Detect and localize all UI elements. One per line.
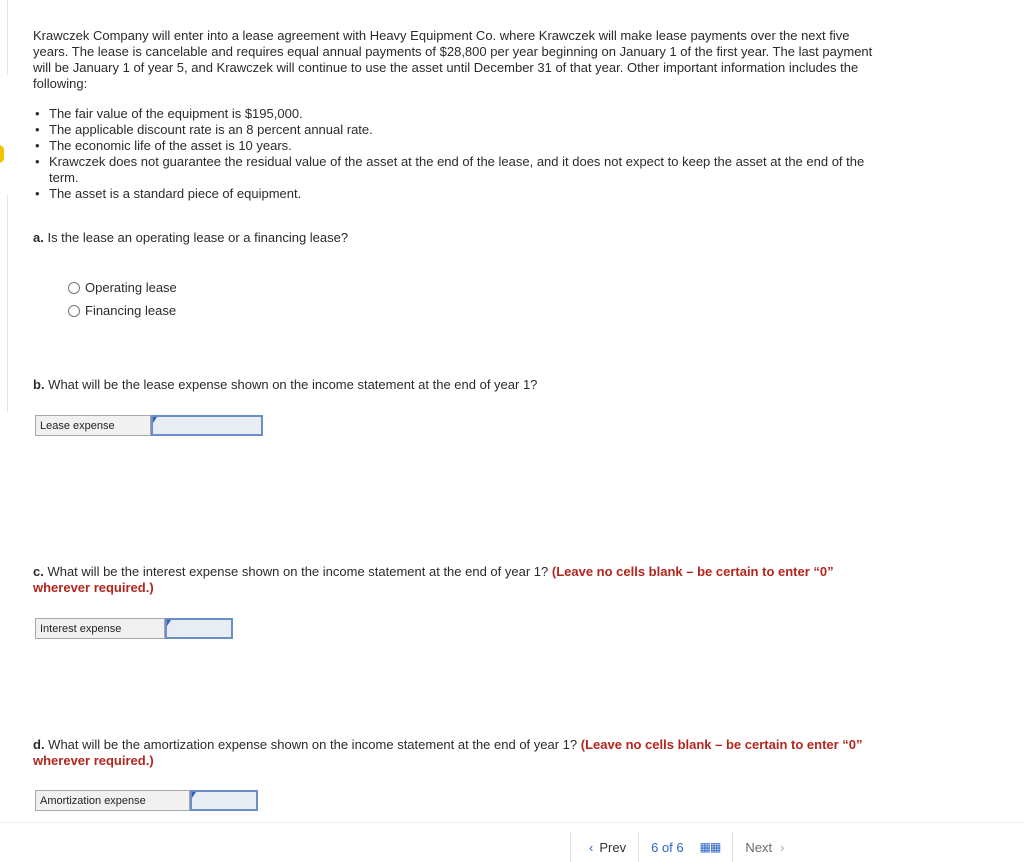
fact-item: • The asset is a standard piece of equipment. xyxy=(33,186,883,202)
question-a xyxy=(33,230,883,246)
question-b-prefix: b. xyxy=(33,377,45,392)
question-c xyxy=(33,564,883,596)
lease-type-radio-group xyxy=(68,276,177,322)
fact-item: • Krawczek does not guarantee the residual value of the asset at the end of the lease, and it does not expect to keep the asset at the end of the term. xyxy=(33,154,883,186)
progress-indicator xyxy=(0,145,4,163)
option-operating-lease[interactable] xyxy=(68,276,177,299)
question-b xyxy=(33,377,883,393)
next-button[interactable] xyxy=(732,832,796,862)
left-edge-marks xyxy=(0,0,8,850)
footer-divider xyxy=(0,822,1024,823)
interest-expense-label: Interest expense xyxy=(35,618,165,639)
question-c-warning: (Leave no cells blank – be certain to enter “0” wherever required.) xyxy=(33,564,834,595)
question-d-warning: (Leave no cells blank – be certain to enter “0” wherever required.) xyxy=(33,737,863,768)
edge-mark xyxy=(0,0,8,75)
next-label: Next xyxy=(745,840,773,855)
page-indicator[interactable] xyxy=(638,832,732,862)
interest-expense-input[interactable] xyxy=(165,618,233,639)
prev-button[interactable] xyxy=(570,832,638,862)
fact-item: • The fair value of the equipment is $195,000. xyxy=(33,106,883,122)
amortization-expense-row xyxy=(35,790,258,811)
edge-mark xyxy=(0,360,8,412)
problem-statement: Krawczek Company will enter into a lease agreement with Heavy Equipment Co. where Krawczek will make lease payments over the next five years. The lease is cancelable and requires equal annual payments of $28,800 per year beginning on January 1 of the first year. The last payment will be January 1 of year 5, and Krawczek will continue to use the asset until December 31 of that year. Other important information includes the following: xyxy=(33,28,873,91)
edge-mark xyxy=(0,195,8,305)
question-b-text: What will be the lease expense shown on the income statement at the end of year 1? xyxy=(44,377,538,392)
amortization-expense-label: Amortization expense xyxy=(35,790,190,811)
question-c-prefix: c. xyxy=(33,564,44,579)
question-d xyxy=(33,737,883,769)
question-c-text: What will be the interest expense shown on the income statement at the end of year 1? xyxy=(43,564,552,579)
lease-expense-row xyxy=(35,415,263,436)
fact-item: • The applicable discount rate is an 8 percent annual rate. xyxy=(33,122,883,138)
question-d-text: What will be the amortization expense shown on the income statement at the end of year 1? xyxy=(44,737,581,752)
option-label: Operating lease xyxy=(85,280,177,295)
lease-expense-label: Lease expense xyxy=(35,415,151,436)
edge-mark xyxy=(0,305,8,360)
radio-button[interactable] xyxy=(68,282,80,294)
radio-button[interactable] xyxy=(68,305,80,317)
lease-expense-input[interactable] xyxy=(151,415,263,436)
option-label: Financing lease xyxy=(85,303,177,318)
question-content xyxy=(33,28,883,202)
pagination-bar xyxy=(570,832,796,862)
prev-label: Prev xyxy=(599,840,627,855)
page-of: of xyxy=(661,840,673,855)
chevron-left-icon: ‹ xyxy=(589,840,594,855)
amortization-expense-input[interactable] xyxy=(190,790,258,811)
question-a-prefix: a. xyxy=(33,230,44,245)
fact-item: • The economic life of the asset is 10 years. xyxy=(33,138,883,154)
page-total: 6 xyxy=(676,840,684,855)
option-financing-lease[interactable] xyxy=(68,299,177,322)
facts-list xyxy=(33,106,883,202)
grid-icon[interactable]: ▦▦ xyxy=(699,840,721,854)
question-a-text: Is the lease an operating lease or a financing lease? xyxy=(43,230,349,245)
page-current: 6 xyxy=(651,840,659,855)
interest-expense-row xyxy=(35,618,233,639)
question-d-prefix: d. xyxy=(33,737,45,752)
chevron-right-icon: › xyxy=(780,840,785,855)
